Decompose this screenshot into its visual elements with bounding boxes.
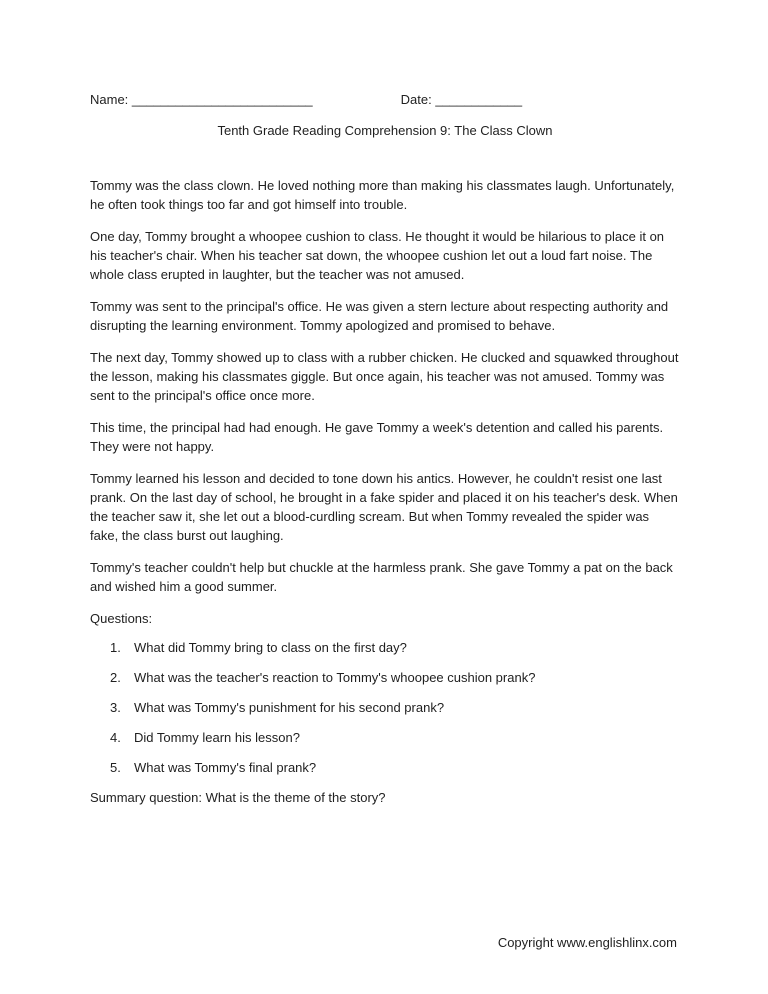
question-number: 2. [110, 670, 121, 685]
date-blank-line: ____________ [435, 92, 523, 107]
question-text: Did Tommy learn his lesson? [134, 730, 300, 745]
story-paragraph-2: One day, Tommy brought a whoopee cushion to class. He thought it would be hilarious to place it on his teacher's chair. When his teacher sat down, the whoopee cushion let out a loud fart noise. The whole class erupted in laughter, but the teacher was not amused. [90, 229, 665, 282]
date-field [401, 90, 522, 109]
copyright-footer: Copyright www.englishlinx.com [497, 935, 677, 950]
date-label: Date: [400, 92, 436, 107]
question-item-2 [90, 668, 680, 687]
name-label: Name: [90, 92, 132, 107]
story-paragraph-5: This time, the principal had had enough. He gave Tommy a week's detention and called his parents. They were not happy. [90, 420, 664, 454]
questions-list [90, 638, 680, 777]
question-text: What did Tommy bring to class on the first day? [134, 640, 407, 655]
name-date-row [90, 90, 680, 109]
story-paragraph-6: Tommy learned his lesson and decided to tone down his antics. However, he couldn't resist one last prank. On the last day of school, he brought in a fake spider and placed it on his teacher's desk. When the teacher saw it, she let out a blood-curdling scream. But when Tommy revealed the spider was fake, the class burst out laughing. [90, 471, 678, 543]
question-text: What was the teacher's reaction to Tommy's whoopee cushion prank? [134, 670, 536, 685]
question-text: What was Tommy's final prank? [134, 760, 317, 775]
question-item-3 [90, 698, 680, 717]
story-paragraph-3: Tommy was sent to the principal's office. He was given a stern lecture about respecting authority and disrupting the learning environment. Tommy apologized and promised to behave. [90, 299, 669, 333]
question-number: 4. [110, 730, 121, 745]
question-number: 3. [110, 700, 121, 715]
story-paragraph-7: Tommy's teacher couldn't help but chuckle at the harmless prank. She gave Tommy a pat on the back and wished him a good summer. [90, 560, 673, 594]
question-item-5 [90, 758, 680, 777]
story-paragraph-4: The next day, Tommy showed up to class with a rubber chicken. He clucked and squawked throughout the lesson, making his classmates giggle. But once again, his teacher was not amused. Tommy was sent to the principal's office once more. [90, 350, 679, 403]
story-section [90, 176, 680, 596]
question-number: 5. [110, 760, 121, 775]
worksheet-title: Tenth Grade Reading Comprehension 9: The Class Clown [217, 123, 553, 138]
name-blank-line: _________________________ [131, 92, 313, 107]
question-number: 1. [110, 640, 121, 655]
summary-question: Summary question: What is the theme of the story? [90, 790, 386, 805]
story-paragraph-1: Tommy was the class clown. He loved nothing more than making his classmates laugh. Unfortunately, he often took things too far and got himself into trouble. [90, 178, 675, 212]
question-text: What was Tommy's punishment for his second prank? [134, 700, 445, 715]
question-item-1 [90, 638, 680, 657]
question-item-4 [90, 728, 680, 747]
name-field [90, 90, 313, 109]
questions-heading: Questions: [90, 611, 153, 626]
